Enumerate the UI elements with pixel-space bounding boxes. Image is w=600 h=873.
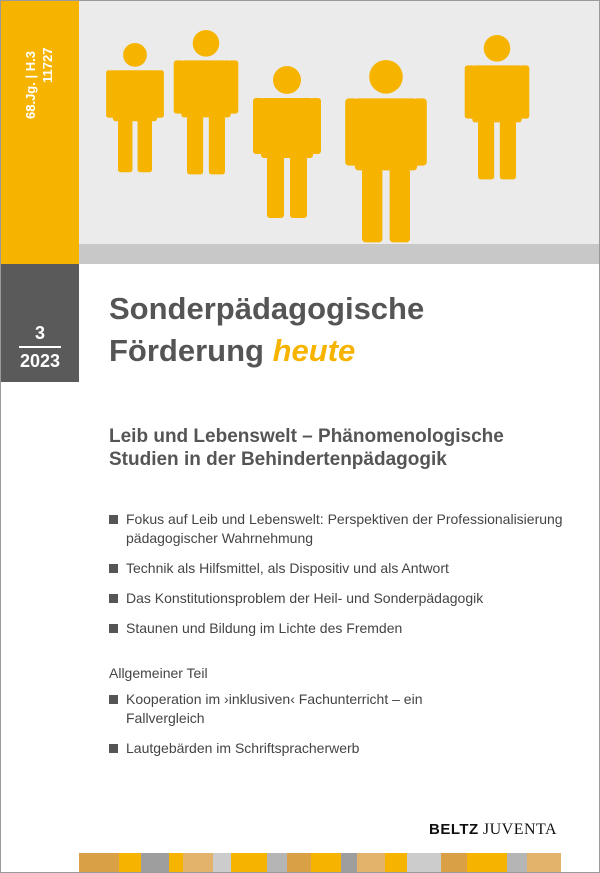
stripe-segment <box>119 853 141 873</box>
stripe-segment <box>385 853 407 873</box>
general-section-label: Allgemeiner Teil <box>109 665 208 681</box>
stripe-segment <box>507 853 527 873</box>
square-bullet-icon <box>109 515 118 524</box>
volume-line: 68.Jg. | H.3 <box>23 51 38 119</box>
stripe-segment <box>357 853 385 873</box>
publisher-beltz: BELTZ <box>429 821 479 838</box>
stripe-segment <box>267 853 287 873</box>
person-silhouette-icon <box>253 66 321 218</box>
issue-divider <box>19 346 61 348</box>
publisher-logo <box>429 821 557 839</box>
stripe-segment <box>467 853 507 873</box>
list-item: Kooperation im ›inklusiven‹ Fachunterricht – ein Fallvergleich <box>109 690 426 728</box>
decorative-stripe-band <box>79 853 600 873</box>
stripe-segment <box>527 853 561 873</box>
issue-number: 3 <box>34 323 45 343</box>
title-accent: heute <box>272 333 356 368</box>
stripe-segment <box>231 853 267 873</box>
stripe-segment <box>213 853 231 873</box>
stripe-segment <box>141 853 169 873</box>
stripe-segment <box>407 853 441 873</box>
list-item: Das Konstitutionsproblem der Heil- und Sonderpädagogik <box>109 589 599 608</box>
stripe-segment <box>311 853 341 873</box>
stripe-segment <box>287 853 311 873</box>
person-silhouette-icon <box>345 60 427 242</box>
person-silhouette-icon <box>465 35 530 179</box>
person-silhouette-icon <box>174 30 239 174</box>
theme-title: Leib und Lebenswelt – Phänomenologische Studien in der Behindertenpädagogik <box>109 426 504 470</box>
list-item: Fokus auf Leib und Lebenswelt: Perspektiven der Professionalisierung pädagogischer Wahrnehmung <box>109 510 599 548</box>
list-item: Lautgebärden im Schriftspracherwerb <box>109 739 426 758</box>
square-bullet-icon <box>109 594 118 603</box>
people-illustration <box>79 1 600 244</box>
square-bullet-icon <box>109 624 118 633</box>
stripe-segment <box>341 853 357 873</box>
theme-article-list <box>109 510 599 649</box>
stripe-segment <box>79 853 119 873</box>
publisher-juventa: JUVENTA <box>482 821 558 838</box>
general-article-list <box>109 690 426 769</box>
title-line-2: Förderung <box>109 333 264 368</box>
magazine-title <box>109 288 424 372</box>
stripe-segment <box>183 853 213 873</box>
volume-info <box>15 21 65 141</box>
stripe-segment <box>441 853 467 873</box>
header-divider-strip <box>79 244 600 264</box>
square-bullet-icon <box>109 564 118 573</box>
list-item: Staunen und Bildung im Lichte des Fremden <box>109 619 599 638</box>
issue-year: 2023 <box>19 351 61 371</box>
list-item: Technik als Hilfsmittel, als Dispositiv und als Antwort <box>109 559 599 578</box>
square-bullet-icon <box>109 744 118 753</box>
product-code: 11727 <box>40 47 55 83</box>
spine-yellow-block <box>1 1 79 264</box>
stripe-segment <box>169 853 183 873</box>
person-silhouette-icon <box>106 43 164 172</box>
title-line-1: Sonderpädagogische <box>109 291 425 326</box>
square-bullet-icon <box>109 695 118 704</box>
